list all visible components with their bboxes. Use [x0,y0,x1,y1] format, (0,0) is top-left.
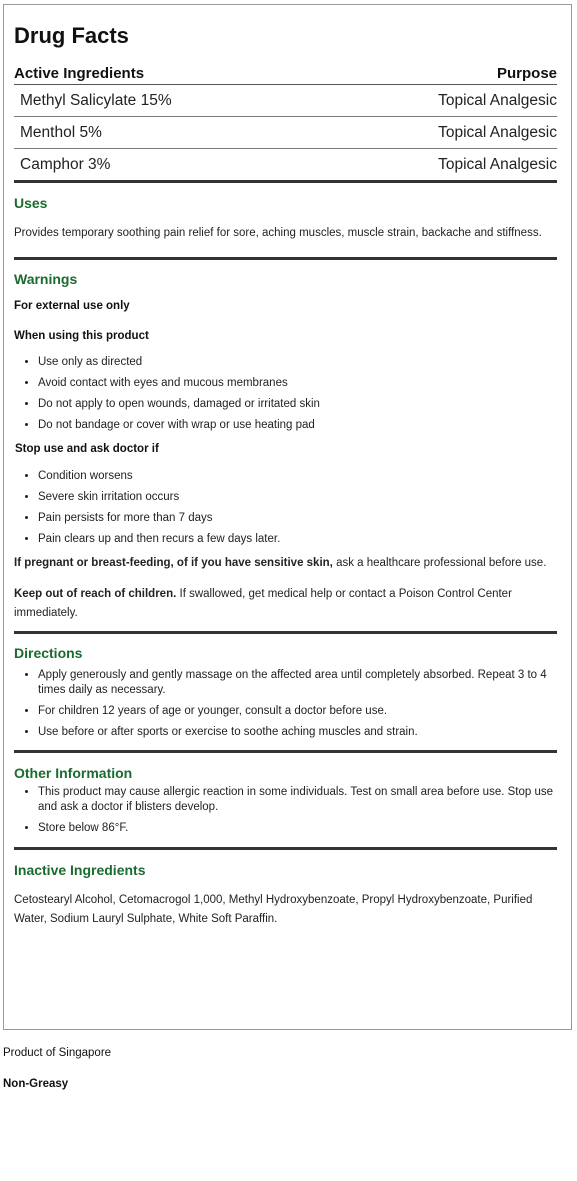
warnings-title: Warnings [14,271,78,287]
directions-list [14,668,557,740]
children-warning-bold: Keep out of reach of children. [14,588,177,600]
stop-use-heading: Stop use and ask doctor if [15,443,159,455]
active-ingredients-label: Active Ingredients [14,65,145,82]
when-using-list [14,355,557,433]
list-item: • Do not apply to open wounds, damaged or irritated skin [38,397,557,412]
ingredient-row [14,149,557,183]
ingredient-purpose: Topical Analgesic [438,124,557,141]
inactive-text: Cetostearyl Alcohol, Cetomacrogol 1,000, Methyl Hydroxybenzoate, Propyl Hydroxybenzoate, Purified Water, Sodium Lauryl Sulphate, White Soft Paraffin. [14,894,533,925]
directions-title: Directions [14,645,83,661]
ingredient-name: Methyl Salicylate 15% [20,92,172,109]
list-item: • Use before or after sports or exercise to soothe aching muscles and strain. [38,725,557,740]
other-info-title: Other Information [14,765,133,781]
ingredient-name: Camphor 3% [20,156,111,173]
list-item: • Store below 86°F. [38,821,557,836]
list-item: • This product may cause allergic reaction in some individuals. Test on small area before use. Stop use and ask a doctor if blisters develop. [38,785,557,815]
uses-section [14,183,557,260]
stop-use-list [14,469,557,547]
list-item: • Avoid contact with eyes and mucous membranes [38,376,557,391]
ingredient-row [14,117,557,149]
list-item: • Severe skin irritation occurs [38,490,557,505]
inactive-section [14,850,557,929]
pregnant-warning-bold: If pregnant or breast-feeding, of if you have sensitive skin, [14,557,333,569]
uses-title: Uses [14,195,48,211]
ingredient-name: Menthol 5% [20,124,102,141]
drug-facts-title: Drug Facts [14,23,129,48]
ingredient-row [14,85,557,117]
inactive-title: Inactive Ingredients [14,862,146,878]
list-item: • Pain persists for more than 7 days [38,511,557,526]
children-warning [14,585,557,623]
active-ingredients-header [14,65,557,85]
list-item: • Do not bandage or cover with wrap or use heating pad [38,418,557,433]
ingredient-purpose: Topical Analgesic [438,156,557,173]
other-info-section [14,753,557,850]
uses-text: Provides temporary soothing pain relief for sore, aching muscles, muscle strain, backache and stiffness. [14,227,542,239]
drug-facts-panel [3,4,572,1030]
warnings-section [14,260,557,634]
list-item: • Pain clears up and then recurs a few days later. [38,532,557,547]
when-using-heading: When using this product [14,330,149,342]
pregnant-warning [14,554,557,573]
ingredient-purpose: Topical Analgesic [438,92,557,109]
other-info-list [14,785,557,836]
list-item: • Condition worsens [38,469,557,484]
pregnant-warning-rest: ask a healthcare professional before use. [332,557,547,569]
children-warning-rest: If swallowed, get medical help or contact a Poison Control Center immediately. [14,588,512,619]
list-item: • Apply generously and gently massage on the affected area until completely absorbed. Repeat 3 to 4 times daily as necessary. [38,668,557,698]
claim-text: Non-Greasy [3,1078,69,1090]
external-use-text: For external use only [14,300,130,312]
purpose-label: Purpose [496,65,557,82]
directions-section [14,634,557,753]
list-item: • For children 12 years of age or younger, consult a doctor before use. [38,704,557,719]
list-item: • Use only as directed [38,355,557,370]
origin-text: Product of Singapore [3,1047,112,1059]
